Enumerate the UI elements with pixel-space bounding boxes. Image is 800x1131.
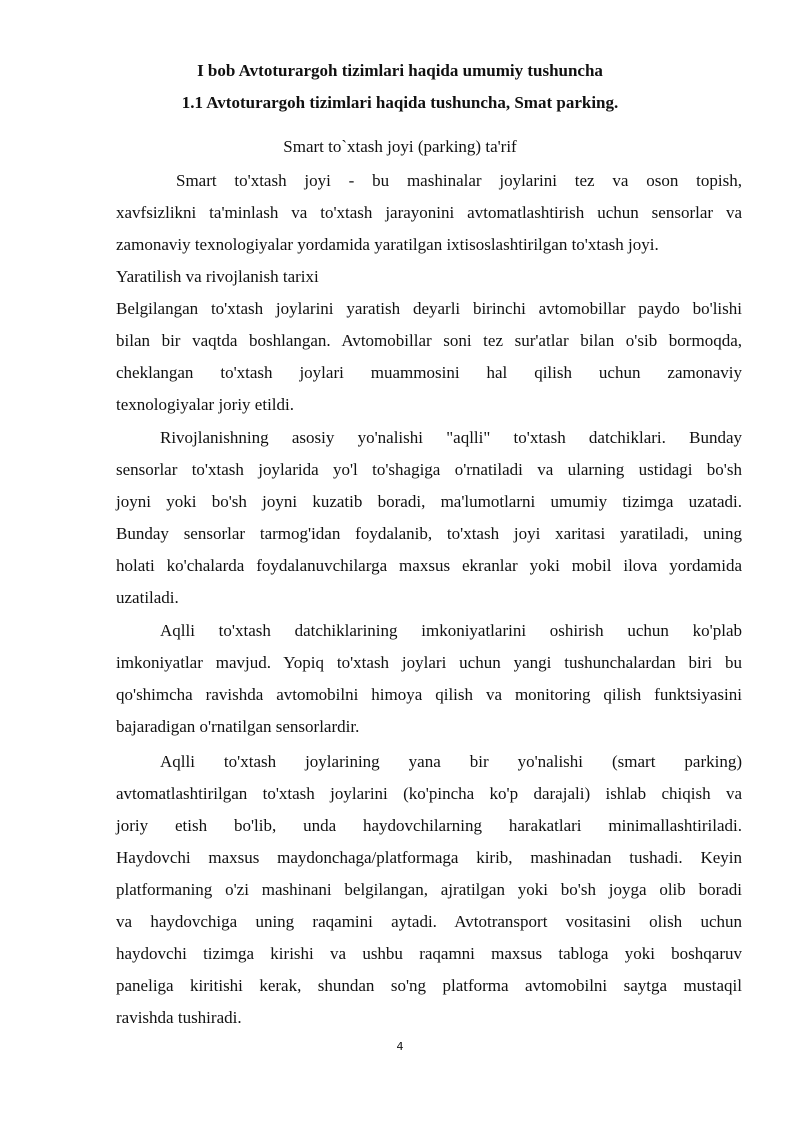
text-line: avtomatlashtirilgan to'xtash joylarini (ko'pincha ko'p darajali) ishlab chiqish va: [116, 784, 742, 803]
text-line: Haydovchi maxsus maydonchaga/platformaga kirib, mashinadan tushadi. Keyin: [116, 848, 742, 867]
text-line: joriy etish bo'lib, unda haydovchilarning harakatlari minimallashtiriladi.: [116, 816, 742, 835]
text-line: qo'shimcha ravishda avtomobilni himoya qilish va monitoring qilish funktsiyasini: [116, 685, 742, 704]
text-line: paneliga kiritishi kerak, shundan so'ng platforma avtomobilni saytga mustaqil: [116, 976, 742, 995]
text-line: ravishda tushiradi.: [116, 1008, 242, 1027]
text-line: bilan bir vaqtda boshlangan. Avtomobillar soni tez sur'atlar bilan o'sib bormoqda,: [116, 331, 742, 350]
text-line: imkoniyatlar mavjud. Yopiq to'xtash joylari uchun yangi tushunchalardan biri bu: [116, 653, 742, 672]
text-line: bajaradigan o'rnatilgan sensorlardir.: [116, 717, 360, 736]
text-line: Belgilangan to'xtash joylarini yaratish deyarli birinchi avtomobillar paydo bo'lishi: [116, 299, 742, 318]
text-line: joyni yoki bo'sh joyni kuzatib boradi, ma'lumotlarni umumiy tizimga uzatadi.: [116, 492, 742, 511]
text-line: holati ko'chalarda foydalanuvchilarga maxsus ekranlar yoki mobil ilova yordamida: [116, 556, 742, 575]
text-line: texnologiyalar joriy etildi.: [116, 395, 294, 414]
text-line: Aqlli to'xtash joylarining yana bir yo'nalishi (smart parking): [160, 752, 742, 771]
text-line: Rivojlanishning asosiy yo'nalishi "aqlli" to'xtash datchiklari. Bunday: [160, 428, 742, 447]
text-line: va haydovchiga uning raqamini aytadi. Avtotransport vositasini olish uchun: [116, 912, 742, 931]
text-line: platformaning o'zi mashinani belgilangan, ajratilgan yoki bo'sh joyga olib boradi: [116, 880, 742, 899]
subsection-title: Smart to`xtash joyi (parking) ta'rif: [283, 137, 517, 156]
text-line: zamonaviy texnologiyalar yordamida yaratilgan ixtisoslashtirilgan to'xtash joyi.: [116, 235, 659, 254]
text-line: uzatiladi.: [116, 588, 179, 607]
section-heading: 1.1 Avtoturargoh tizimlari haqida tushuncha, Smat parking.: [181, 93, 619, 112]
text-line: sensorlar to'xtash joylarida yo'l to'shagiga o'rnatiladi va ularning ustidagi bo'sh: [116, 460, 742, 479]
text-line: Bunday sensorlar tarmog'idan foydalanib, to'xtash joyi xaritasi yaratiladi, uning: [116, 524, 742, 543]
chapter-heading: I bob Avtoturargoh tizimlari haqida umumiy tushuncha: [197, 61, 603, 80]
text-line: Yaratilish va rivojlanish tarixi: [116, 267, 319, 286]
text-line: Smart to'xtash joyi - bu mashinalar joylarini tez va oson topish,: [176, 171, 742, 190]
text-line: cheklangan to'xtash joylari muammosini hal qilish uchun zamonaviy: [116, 363, 742, 382]
text-line: Aqlli to'xtash datchiklarining imkoniyatlarini oshirish uchun ko'plab: [160, 621, 742, 640]
text-line: haydovchi tizimga kirishi va ushbu raqamni maxsus tabloga yoki boshqaruv: [116, 944, 742, 963]
text-line: xavfsizlikni ta'minlash va to'xtash jarayonini avtomatlashtirish uchun sensorlar va: [116, 203, 742, 222]
page-number: 4: [396, 1040, 404, 1053]
